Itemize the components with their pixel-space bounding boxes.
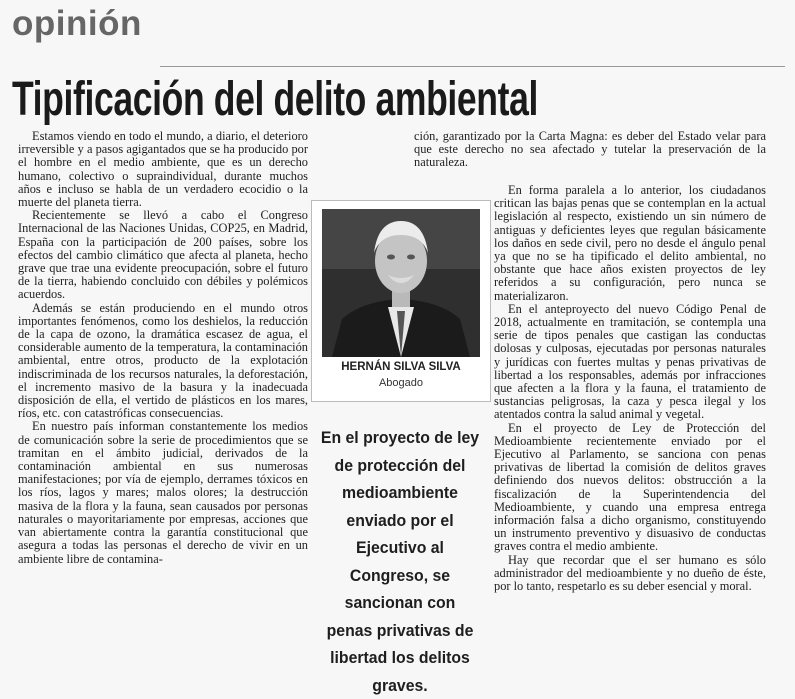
- paragraph: ción, garantizado por la Carta Magna: es deber del Estado velar para que este derecho no sea afectado y tutelar la preservación de la naturaleza.: [414, 129, 766, 170]
- paragraph: En el anteproyecto del nuevo Código Penal de 2018, actualmente en tramitación, se contempla una serie de tipos penales que castigan las conductas dolosas y culposas, ejecutadas por personas naturales y jurídicas con fuertes multas y penas privativas de libertad a los responsables, además por infracciones que afecten a la flora y la fauna, el tratamiento de sustancias peligrosas, la caza y pesca ilegal y los atentados contra la salud animal y vegetal.: [494, 301, 766, 422]
- paragraph: Recientemente se llevó a cabo el Congreso Internacional de las Naciones Unidas, COP25, en Madrid, España con la participación de 200 países, sobre los efectos del cambio climático que afecta al planeta, hecho grave que trae una evidente preocupación, sobre el futuro de la tierra, habiendo concluido con débiles y polémicos acuerdos.: [18, 208, 308, 302]
- paragraph: En el proyecto de Ley de Protección del Medioambiente recientemente enviado por el Ejecutivo al Parlamento, se sanciona con penas privativas de libertad la comisión de delitos graves definiendo dos nuevos delitos: obstrucción a la fiscalización de la Superintendencia del Medioambiente, y cuando una empresa entrega información falsa a dicho organismo, constituyendo un instrumento preventivo y disuasivo de conductas graves contra el medio ambiente.: [494, 420, 766, 554]
- headline: Tipificación del delito ambiental: [12, 73, 538, 126]
- section-rule: [160, 66, 785, 67]
- column-3: [494, 184, 766, 624]
- paragraph: Hay que recordar que el ser humano es sólo administrador del medioambiente y no dueño de éste, por lo tanto, respetarlo es su deber esencial y moral.: [494, 552, 766, 594]
- paragraph: En nuestro país informan constantemente los medios de comunicación sobre la serie de procedimientos que se tramitan en el ámbito judicial, derivados de la contaminación ambiental en sus numerosas manifestaciones; por vía de ejemplo, derrames tóxicos en los ríos, lagos y mares; malos olores; la destrucción masiva de la flora y la fauna, sean causados por personas naturales o mayoritariamente por empresas, acciones que van abiertamente contra la garantía constitucional que asegura a todas las personas el derecho de vivir en un ambiente libre de contamina-: [18, 419, 308, 566]
- paragraph: En forma paralela a lo anterior, los ciudadanos critican las bajas penas que se contemplan en la actual legislación al respecto, existiendo un sin número de antiguas y deficientes leyes que regulan básicamente los daños en sede civil, pero no desde el ángulo penal ya que no se ha tipificado el delito ambiental, no obstante que hace años existen proyectos de ley referidos a su configuración, pero nunca se materializaron.: [494, 183, 766, 303]
- portrait-image: [322, 209, 480, 357]
- paragraph: Estamos viendo en todo el mundo, a diario, el deterioro irreversible y a pasos agigantados que se ha producido por el hombre en el medio ambiente, que es un derecho humano, colectivo o supraindividual, durante muchos años e incluso se habla de un verdadero ecocidio o la muerte del planeta tierra.: [18, 129, 308, 210]
- author-name: HERNÁN SILVA SILVA: [341, 361, 461, 373]
- paragraph: Además se están produciendo en el mundo otros importantes fenómenos, como los deshielos, la reducción de la capa de ozono, la dramática escasez de agua, el considerable aumento de la temperatura, la contaminación ambiental, entre otros, producto de la explotación indiscriminada de los recursos naturales, la deforestación, el incremento masivo de la basura y la inadecuada disposición de ella, el vertido de plásticos en los mares, ríos, etc. con catastróficas consecuencias.: [18, 300, 308, 421]
- column-1: [18, 130, 308, 620]
- author-box: [311, 200, 491, 402]
- column-2-top: [414, 129, 766, 170]
- author-role: Abogado: [378, 377, 424, 389]
- author-photo: [322, 209, 480, 357]
- pull-quote: En el proyecto de ley de protección del medioambiente enviado por el Ejecutivo al Congreso, se sancionan con penas privativas de libertad los delitos graves.: [320, 428, 480, 695]
- section-label: opinión: [12, 4, 142, 43]
